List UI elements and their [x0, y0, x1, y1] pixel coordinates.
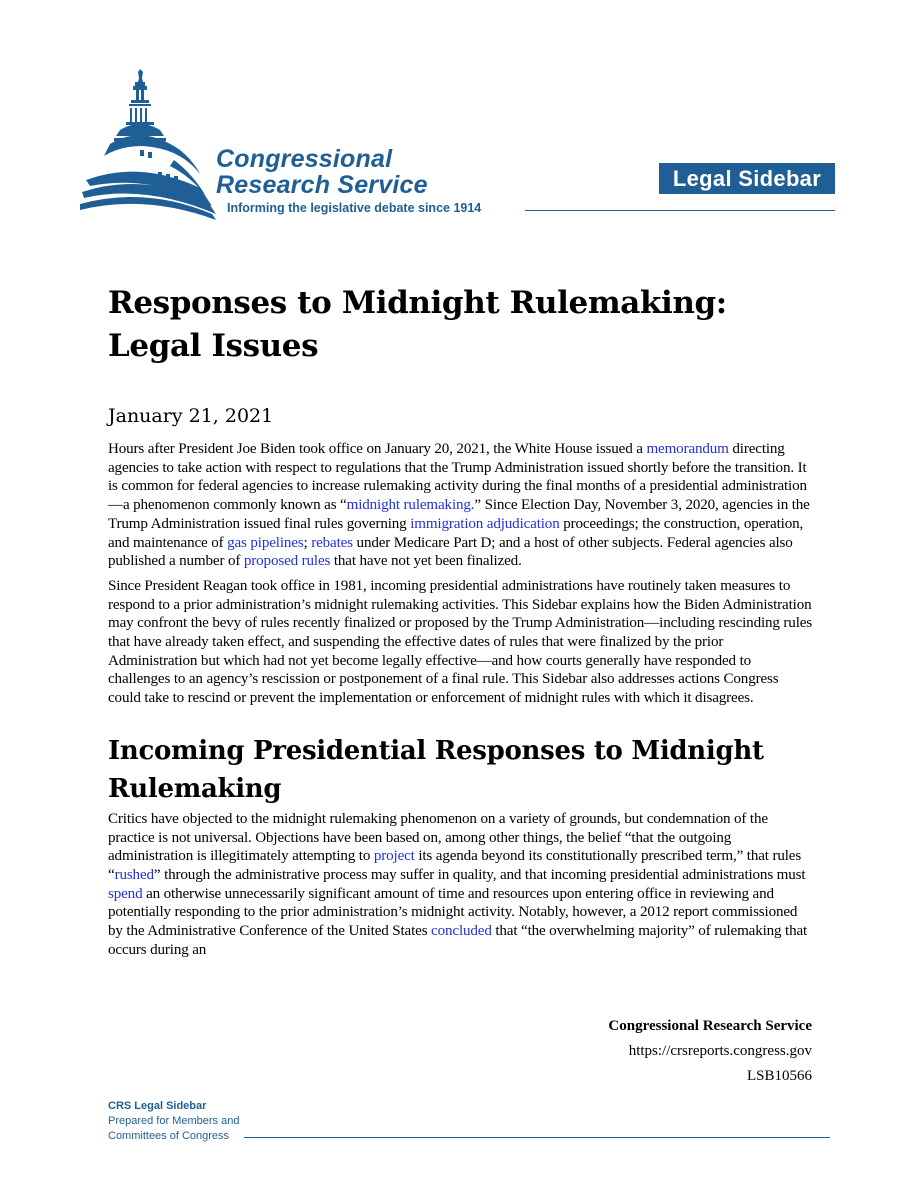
- paragraph-intro: [108, 440, 814, 571]
- text-run: ;: [303, 534, 312, 551]
- text-run: ” through the administrative process may suffer in quality, and that incoming presidential administrations must: [153, 866, 806, 883]
- footer-series-label: [108, 1099, 239, 1144]
- section-heading-line-2: Rulemaking: [108, 773, 282, 804]
- hyperlink[interactable]: concluded: [431, 923, 492, 940]
- hyperlink[interactable]: memorandum: [646, 441, 729, 457]
- organization-tagline: Informing the legislative debate since 1914: [227, 201, 482, 215]
- footer-divider: [244, 1137, 830, 1138]
- paragraph-critics: [108, 810, 814, 960]
- footer-organization-block: [608, 1014, 812, 1089]
- footer-organization: Congressional Research Service: [608, 1018, 812, 1034]
- capitol-dome-logo: [80, 64, 230, 224]
- title-line-2: Legal Issues: [108, 328, 319, 364]
- footer-prepared-for-line1: Prepared for Members and: [108, 1115, 240, 1127]
- title-line-1: Responses to Midnight Rulemaking:: [108, 285, 727, 321]
- footer-url[interactable]: https://crsreports.congress.gov: [628, 1043, 812, 1059]
- hyperlink[interactable]: gas pipelines: [227, 534, 304, 551]
- text-run: Critics have objected to the midnight rulemaking phenomenon on a variety of grounds, but condemnation of the practice is not universal. Objections have been based on, among other things, the belief “that the outgoing administration is illegitimately attempting to: [108, 810, 768, 865]
- hyperlink[interactable]: spend: [108, 885, 143, 902]
- header-divider: [525, 210, 835, 211]
- paragraph-overview: [108, 577, 814, 708]
- legal-sidebar-badge: Legal Sidebar: [659, 163, 835, 194]
- text-run: directing agencies to take action with respect to regulations that the Trump Administration issued shortly before the transition. It is common for federal agencies to increase rulemaking activity during the final months of a presidential administration—a phenomenon commonly known as “: [108, 441, 807, 514]
- organization-name-line1: Congressional: [216, 145, 393, 173]
- text-run: that “the overwhelming majority” of rulemaking that occurs during an: [108, 923, 808, 958]
- section-heading-line-1: Incoming Presidential Responses to Midnight: [108, 735, 764, 766]
- hyperlink[interactable]: proposed rules: [243, 553, 331, 570]
- document-body: [108, 440, 814, 965]
- text-run: that have not yet been finalized.: [330, 553, 522, 570]
- organization-name-line2: Research Service: [216, 171, 428, 199]
- footer-prepared-for-line2: Committees of Congress: [108, 1130, 230, 1142]
- text-run: its agenda beyond its constitutionally prescribed term,” that rules “: [108, 848, 802, 883]
- text-run: under Medicare Part D; and a host of other subjects. Federal agencies also published a number of: [108, 534, 793, 570]
- hyperlink[interactable]: midnight rulemaking.: [346, 497, 475, 514]
- organization-name: [216, 146, 428, 198]
- publication-date: January 21, 2021: [108, 405, 274, 427]
- hyperlink[interactable]: rushed: [114, 866, 154, 883]
- text-run: an otherwise unnecessarily significant amount of time and resources upon entering office in reviewing and potentially responding to the prior administration’s midnight activity. Notably, however, a 2012 report commissioned by the Administrative Conference of the United States: [108, 885, 798, 940]
- hyperlink[interactable]: project: [373, 848, 415, 865]
- hyperlink[interactable]: rebates: [311, 534, 353, 551]
- text-run: ” Since Election Day, November 3, 2020, agencies in the Trump Administration issued final rules governing: [108, 497, 810, 532]
- report-id: LSB10566: [746, 1068, 812, 1084]
- footer-series-name: CRS Legal Sidebar: [108, 1100, 207, 1112]
- section-heading: [108, 732, 814, 808]
- text-run: proceedings; the construction, operation, and maintenance of: [108, 515, 804, 551]
- text-run: Hours after President Joe Biden took office on January 20, 2021, the White House issued a: [108, 441, 647, 457]
- text-run: Since President Reagan took office in 1981, incoming presidential administrations have routinely taken measures to respond to a prior administration’s midnight rulemaking activities. This Sidebar explains how the Biden Administration may confront the bevy of rules recently finalized or proposed by the Trump Administration—including rescinding rules that have already taken effect, and suspending the effective dates of rules that were finalized by the prior Administration but which had not yet become legally effective—and how courts generally have responded to challenges to an agency’s rescission or postponement of a final rule. This Sidebar also addresses actions Congress could take to rescind or prevent the implementation or enforcement of midnight rules with which it disagrees.: [108, 577, 813, 707]
- document-title: [108, 282, 727, 368]
- hyperlink[interactable]: immigration adjudication: [410, 515, 560, 532]
